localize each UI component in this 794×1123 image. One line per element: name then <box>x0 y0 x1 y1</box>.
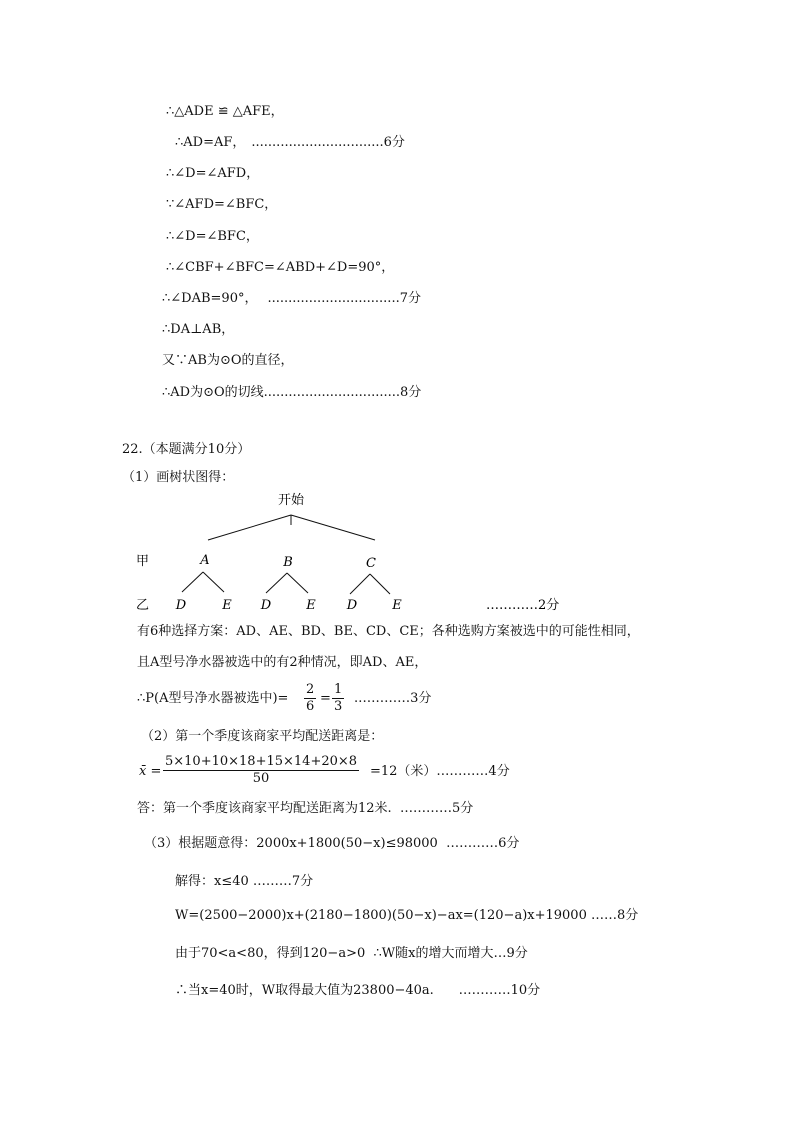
tree-node-a: A <box>200 553 210 568</box>
tree-row1-label: 甲 <box>136 554 150 569</box>
score-8: ................................8分 <box>267 385 422 400</box>
q22-part2-heading: （2）第一个季度该商家平均配送距离是： <box>141 729 384 744</box>
tree-leaf-4: E <box>306 598 316 613</box>
proof-line-8: ∴DA⊥AB， <box>162 322 235 337</box>
probability-score: .…………3分 <box>354 691 432 706</box>
proof-line-2: ∴AD=AF， ................................6分 <box>175 135 405 150</box>
q22-answer2: 答：第一个季度该商家平均配送距离为12米. …………5分 <box>137 801 474 816</box>
tree-node-b: B <box>283 555 293 570</box>
tree-diagram <box>0 490 794 620</box>
q22-p1-line1: 有6种选择方案：AD、AE、BD、BE、CD、CE；各种选购方案被选中的可能性相同， <box>137 624 640 639</box>
tree-score: …………2分 <box>486 598 560 613</box>
score-7: ................................7分 <box>267 291 421 306</box>
equals-sign: = <box>320 691 331 706</box>
q22-final: ∴当x=40时，W取得最大值为23800−40a. …………10分 <box>175 983 541 998</box>
fraction-1-3: $\frac{1}{3}$ <box>334 682 343 714</box>
fraction-2-6: $\frac{2}{6}$ <box>306 682 315 714</box>
proof-line-4: ∵∠AFD=∠BFC， <box>166 197 278 212</box>
proof-line-5: ∴∠D=∠BFC， <box>166 229 259 244</box>
q22-title: 22.（本题满分10分） <box>122 442 251 457</box>
tree-leaf-6: E <box>392 598 402 613</box>
q22-part1-heading: （1）画树状图得： <box>122 470 235 485</box>
q22-p1-line2: 且A型号净水器被选中的有2种情况，即AD、AE， <box>137 655 428 670</box>
q22-w-expression: W=(2500−2000)x+(2180−1800)(50−x)−ax=(120−a)x+19000 ……8分 <box>175 908 639 923</box>
proof-line-7: ∴∠DAB=90°， ................................7分 <box>162 291 421 306</box>
mean-lhs: x̄ = <box>139 764 162 779</box>
tree-leaf-2: E <box>222 598 232 613</box>
tree-node-c: C <box>366 556 376 571</box>
proof-line-10: ∴AD为⊙O的切线.................................8分 <box>162 385 422 400</box>
q22-since: 由于70<a<80，得到120−a>0 ∴W随x的增大而增大…9分 <box>175 946 528 961</box>
proof-line-1: ∴△ADE ≌ △AFE， <box>166 104 284 119</box>
proof-line-9: 又∵AB为⊙O的直径， <box>162 353 294 368</box>
q22-part3: （3）根据题意得：2000x+1800(50−x)≤98000 …………6分 <box>144 836 520 851</box>
proof-line-3: ∴∠D=∠AFD， <box>166 166 260 181</box>
tree-row2-label: 乙 <box>136 598 150 613</box>
mean-rhs: =12（米）…………4分 <box>370 764 510 779</box>
q22-solve: 解得：x≤40 ………7分 <box>175 874 314 889</box>
mean-fraction: $\frac{5\times 10+10\times 18+15\times 14+20\times 8}{50}$ <box>165 754 358 786</box>
tree-leaf-3: D <box>260 598 272 613</box>
tree-leaf-1: D <box>175 598 187 613</box>
proof-line-6: ∴∠CBF+∠BFC=∠ABD+∠D=90°， <box>166 260 395 275</box>
probability-prefix: ∴P(A型号净水器被选中)= <box>137 691 289 706</box>
tree-root: 开始 <box>277 493 305 508</box>
tree-leaf-5: D <box>346 598 358 613</box>
score-6: ................................6分 <box>251 135 405 150</box>
